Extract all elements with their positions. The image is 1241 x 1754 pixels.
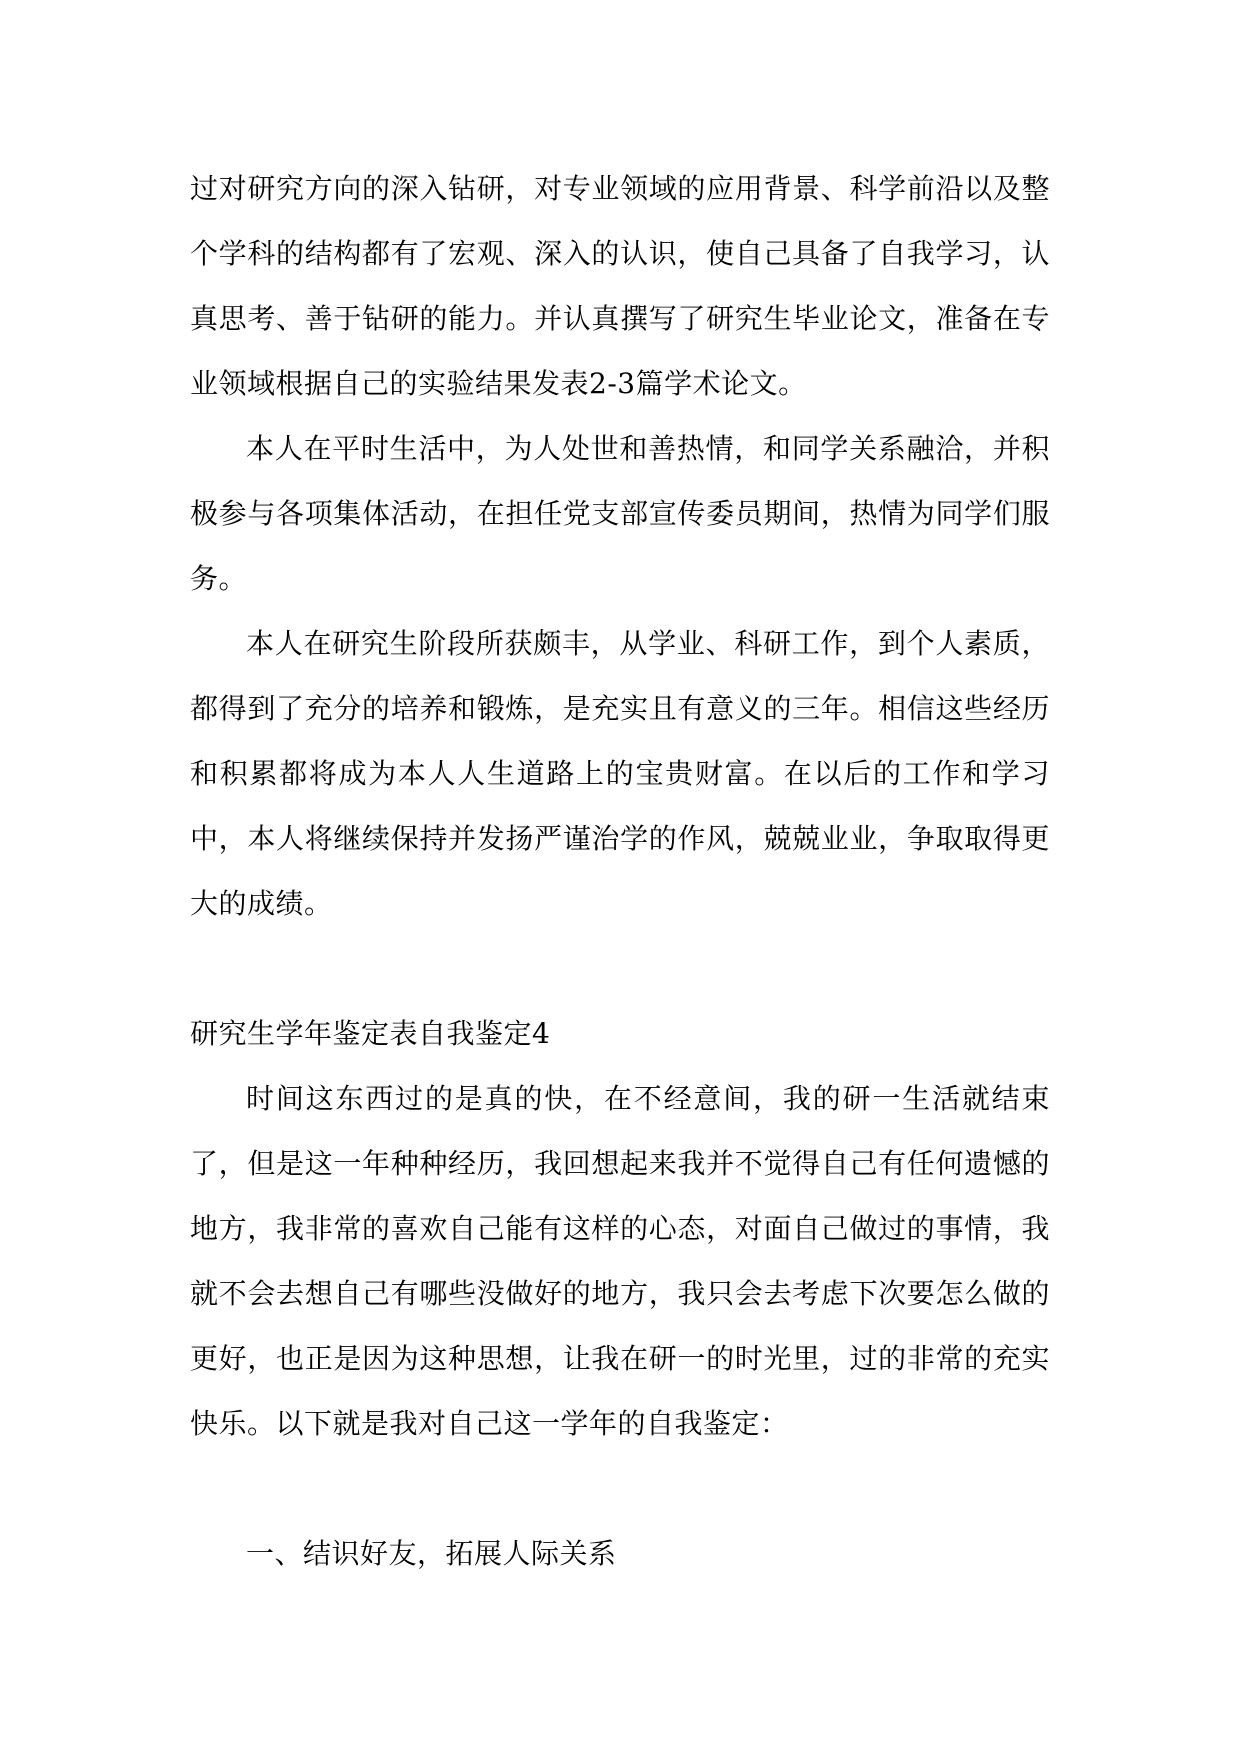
- paragraph-research-summary: 过对研究方向的深入钻研，对专业领域的应用背景、科学前沿以及整个学科的结构都有了宏观、深入的认识，使自己具备了自我学习，认真思考、善于钻研的能力。并认真撰写了研究生毕业论文，准备在专业领域根据自己的实验结果发表2-3篇学术论文。: [190, 172, 1050, 400]
- subheading-make-friends: 一、结识好友，拓展人际关系: [246, 1537, 617, 1570]
- section-title: 研究生学年鉴定表自我鉴定4: [190, 1017, 551, 1050]
- paragraph-graduate-gains: 本人在研究生阶段所获颇丰，从学业、科研工作，到个人素质，都得到了充分的培养和锻炼，是充实且有意义的三年。相信这些经历和积累都将成为本人人生道路上的宝贵财富。在以后的工作和学习中，本人将继续保持并发扬严谨治学的作风，兢兢业业，争取取得更大的成绩。: [190, 627, 1050, 920]
- paragraph-first-year-review: 时间这东西过的是真的快，在不经意间，我的研一生活就结束了，但是这一年种种经历，我回想起来我并不觉得自己有任何遗憾的地方，我非常的喜欢自己能有这样的心态，对面自己做过的事情，我就不会去想自己有哪些没做好的地方，我只会去考虑下次要怎么做的更好，也正是因为这种思想，让我在研一的时光里，过的非常的充实快乐。以下就是我对自己这一学年的自我鉴定：: [190, 1082, 1050, 1440]
- paragraph-life-conduct: 本人在平时生活中，为人处世和善热情，和同学关系融洽，并积极参与各项集体活动，在担任党支部宣传委员期间，热情为同学们服务。: [190, 432, 1050, 595]
- document-body: [190, 156, 1050, 1586]
